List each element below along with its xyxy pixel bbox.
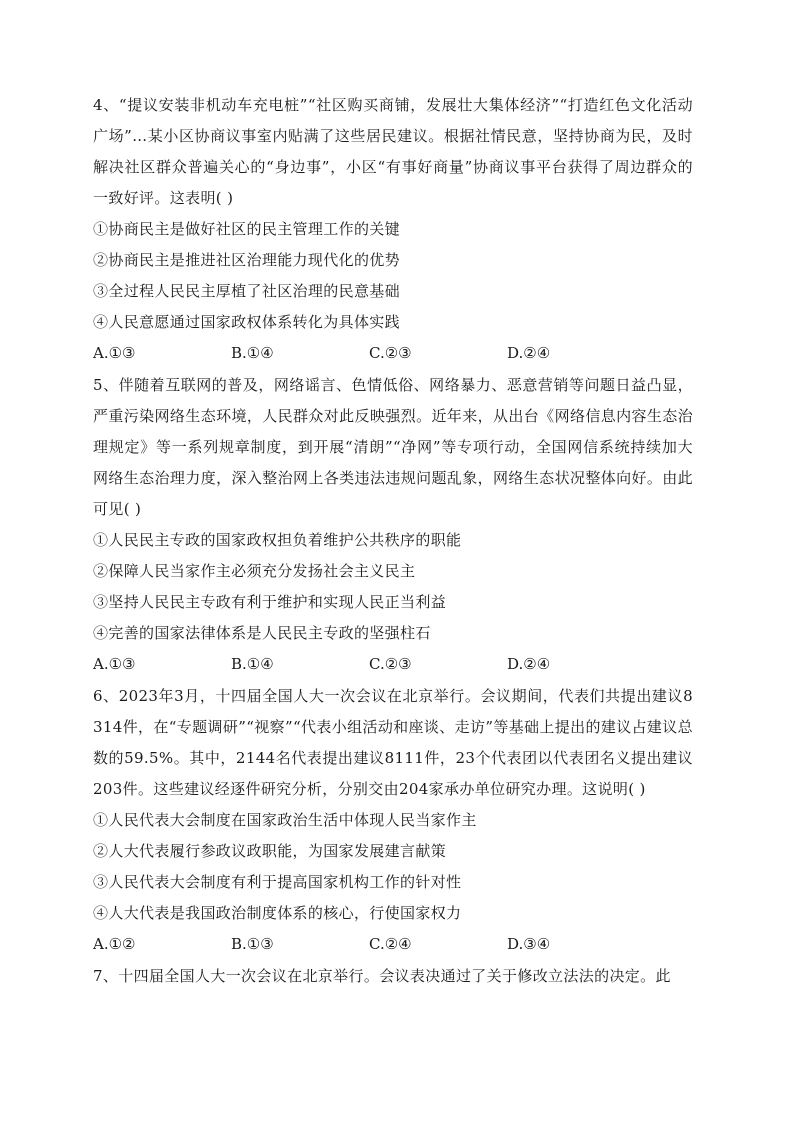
answer-c: C.②③	[369, 344, 412, 362]
answer-c: C.②④	[369, 935, 412, 953]
option-1: ①人民民主专政的国家政权担负着维护公共秩序的职能	[93, 531, 462, 549]
option-3: ③人民代表大会制度有利于提高国家机构工作的针对性	[93, 873, 462, 891]
option-1: ①人民代表大会制度在国家政治生活中体现人民当家作主	[93, 811, 477, 829]
question-stem: 6、2023年3月，十四届全国人大一次会议在北京举行。会议期间，代表们共提出建议8314件，在“专题调研”“视察”“代表小组活动和座谈、走访”等基础上提出的建议占建议总数的59.5%。其中，2144名代表提出建议8111件，23个代表团以代表团名义提出建议203件。这些建议经逐件研究分析，分别交由204家承办单位研究办理。这说明( )	[93, 687, 693, 798]
question-4	[93, 90, 693, 369]
answer-a: A.①③	[93, 655, 136, 673]
answer-c: C.②③	[369, 655, 412, 673]
question-stem: 4、“提议安装非机动车充电桩”“社区购买商铺，发展壮大集体经济”“打造红色文化活动广场”…某小区协商议事室内贴满了这些居民建议。根据社情民意，坚持协商为民，及时解决社区群众普遍关心的“身边事”，小区“有事好商量”协商议事平台获得了周边群众的一致好评。这表明( )	[93, 96, 693, 207]
option-2: ②保障人民当家作主必须充分发扬社会主义民主	[93, 562, 416, 580]
option-2: ②人大代表履行参政议政职能，为国家发展建言献策	[93, 842, 447, 860]
answer-b: B.①③	[231, 935, 274, 953]
answer-choices	[93, 649, 693, 680]
option-3: ③坚持人民民主专政有利于维护和实现人民正当利益	[93, 593, 447, 611]
question-stem: 7、十四届全国人大一次会议在北京举行。会议表决通过了关于修改立法法的决定。此	[93, 967, 671, 985]
answer-a: A.①②	[93, 935, 136, 953]
answer-d: D.③④	[507, 935, 551, 953]
answer-b: B.①④	[231, 655, 274, 673]
option-1: ①协商民主是做好社区的民主管理工作的关键	[93, 220, 401, 238]
question-6	[93, 681, 693, 960]
answer-a: A.①③	[93, 344, 136, 362]
answer-d: D.②④	[507, 655, 551, 673]
answer-choices	[93, 929, 693, 960]
answer-b: B.①④	[231, 344, 274, 362]
answer-d: D.②④	[507, 344, 551, 362]
option-4: ④完善的国家法律体系是人民民主专政的坚强柱石	[93, 624, 431, 642]
option-4: ④人民意愿通过国家政权体系转化为具体实践	[93, 313, 401, 331]
question-stem: 5、伴随着互联网的普及，网络谣言、色情低俗、网络暴力、恶意营销等问题日益凸显，严重污染网络生态环境，人民群众对此反映强烈。近年来，从出台《网络信息内容生态治理规定》等一系列规章制度，到开展“清朗”“净网”等专项行动，全国网信系统持续加大网络生态治理力度，深入整治网上各类违法违规问题乱象，网络生态状况整体向好。由此可见( )	[93, 376, 693, 518]
answer-choices	[93, 338, 693, 369]
option-2: ②协商民主是推进社区治理能力现代化的优势	[93, 251, 401, 269]
option-4: ④人大代表是我国政治制度体系的核心，行使国家权力	[93, 904, 462, 922]
question-7	[93, 961, 693, 992]
option-3: ③全过程人民民主厚植了社区治理的民意基础	[93, 282, 401, 300]
exam-page	[93, 90, 693, 992]
question-5	[93, 370, 693, 680]
